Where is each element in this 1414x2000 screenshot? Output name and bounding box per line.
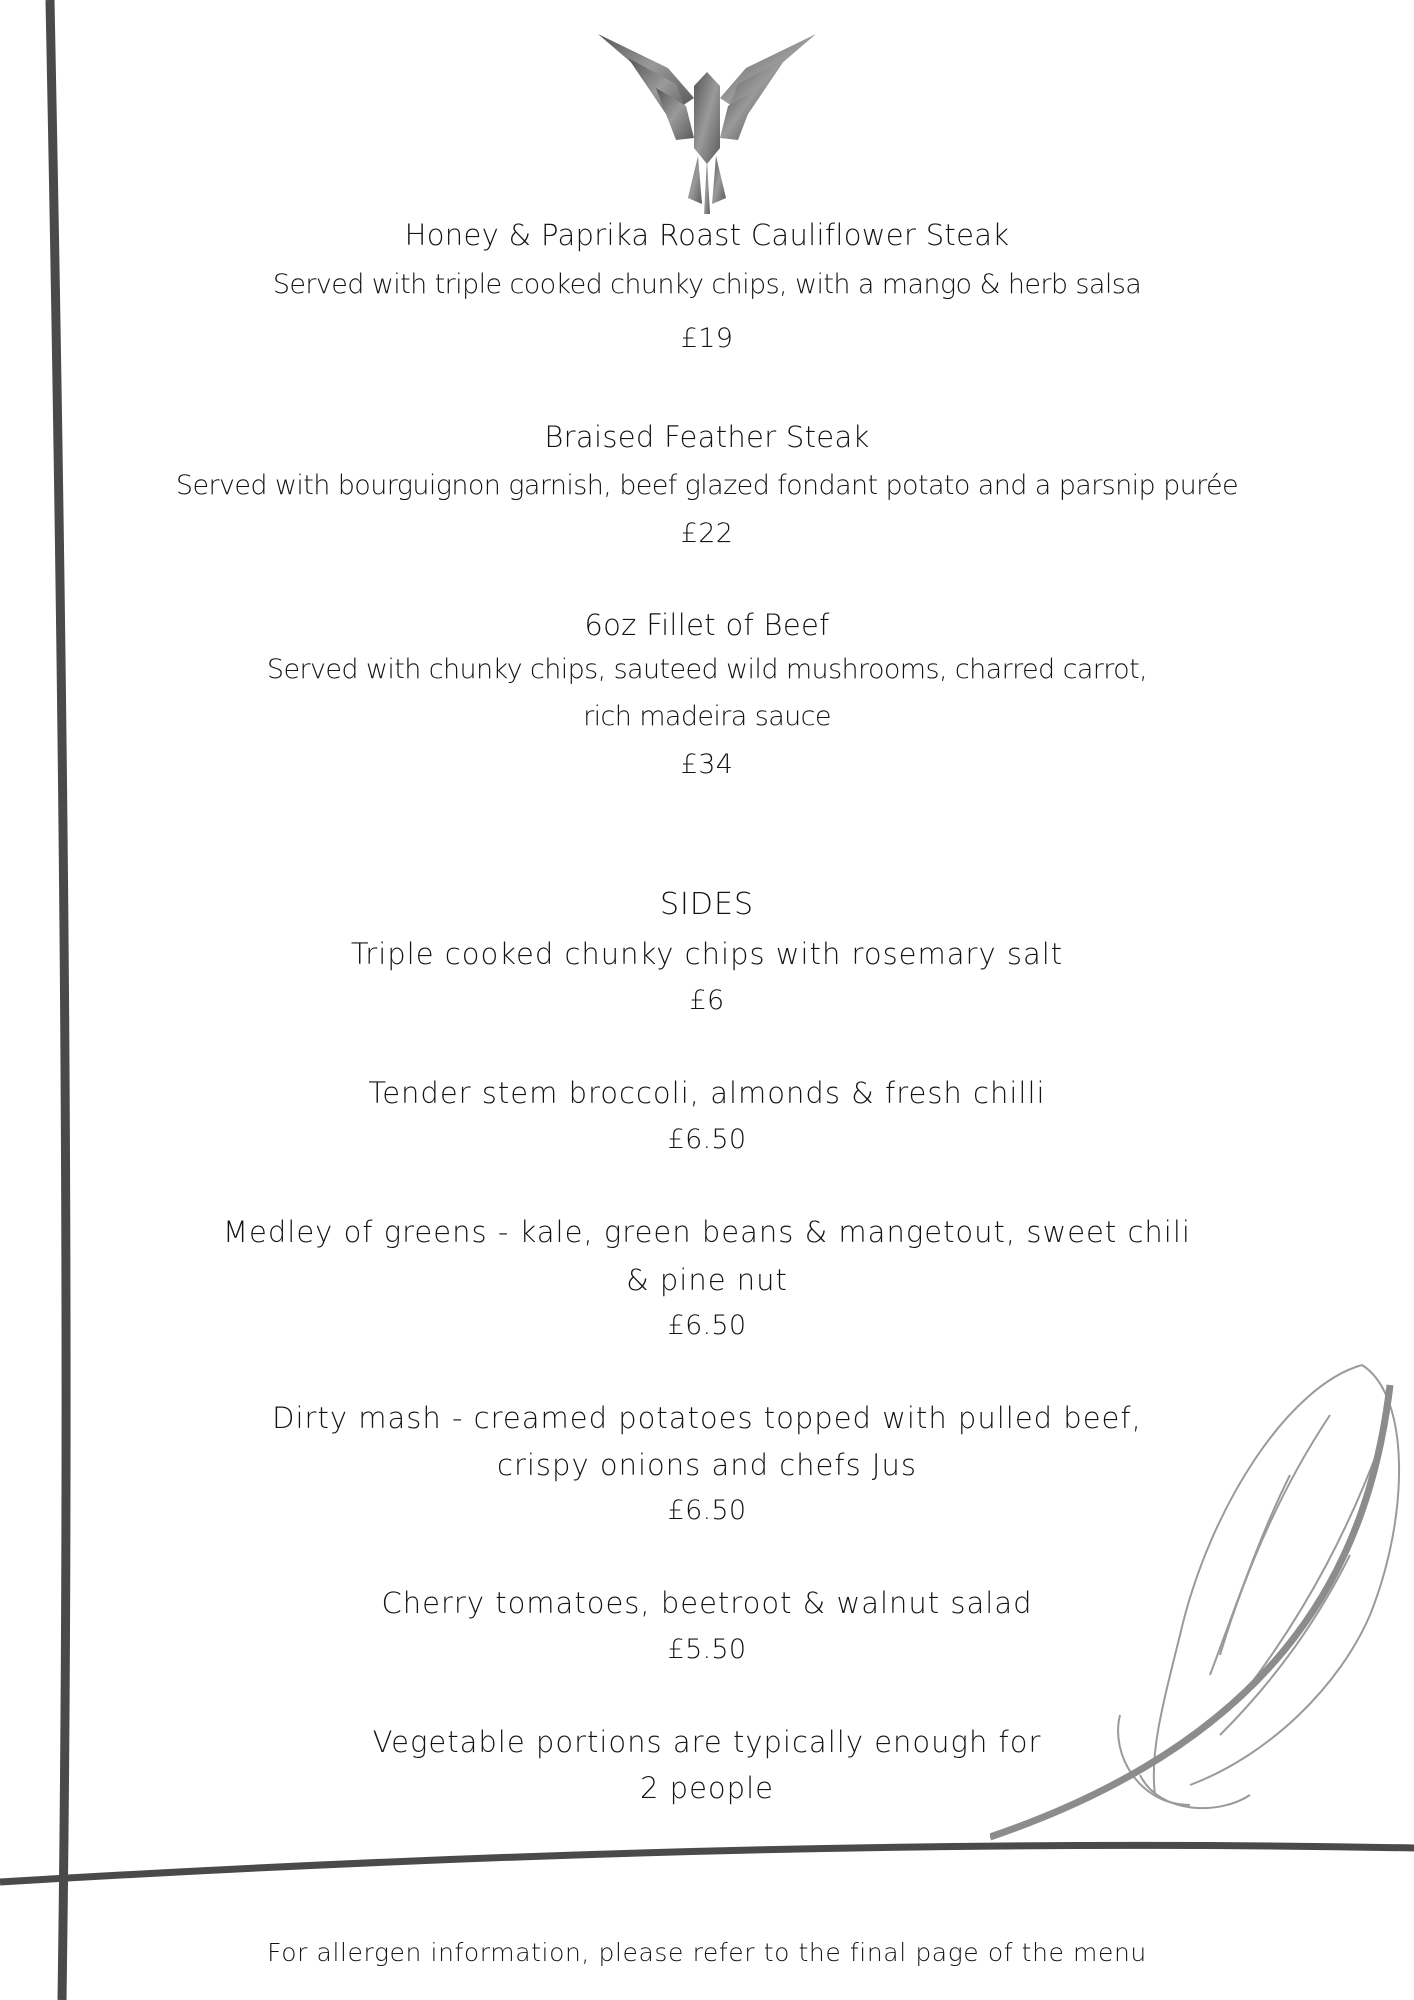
side-price: £6.50	[667, 1310, 747, 1341]
side-item: crispy onions and chefs Jus	[497, 1448, 917, 1482]
side-item: Cherry tomatoes, beetroot & walnut salad	[381, 1586, 1033, 1620]
portion-note: 2 people	[640, 1771, 774, 1805]
dish-title: 6oz Fillet of Beef	[584, 608, 830, 642]
sides-heading: SIDES	[660, 887, 754, 922]
allergen-footer: For allergen information, please refer to the final page of the menu	[267, 1938, 1147, 1967]
side-item: & pine nut	[626, 1263, 788, 1297]
side-price: £6.50	[667, 1495, 747, 1526]
eagle-logo-icon	[598, 28, 816, 214]
dish-price: £34	[680, 749, 734, 780]
portion-note: Vegetable portions are typically enough for	[372, 1725, 1042, 1759]
side-item: Triple cooked chunky chips with rosemary salt	[350, 937, 1064, 971]
side-item: Medley of greens - kale, green beans & mangetout, sweet chili	[223, 1215, 1191, 1249]
dish-description: Served with bourguignon garnish, beef glazed fondant potato and a parsnip purée	[175, 470, 1239, 501]
side-price: £5.50	[667, 1634, 747, 1665]
dish-title: Braised Feather Steak	[544, 420, 870, 454]
dish-title: Honey & Paprika Roast Cauliflower Steak	[404, 218, 1010, 252]
side-item: Dirty mash - creamed potatoes topped with pulled beef,	[272, 1401, 1142, 1435]
side-item: Tender stem broccoli, almonds & fresh chilli	[368, 1076, 1046, 1110]
dish-description: Served with chunky chips, sauteed wild mushrooms, charred carrot,	[266, 654, 1148, 685]
dish-price: £19	[680, 323, 734, 354]
dish-price: £22	[680, 518, 734, 549]
side-price: £6	[689, 985, 725, 1016]
side-price: £6.50	[667, 1124, 747, 1155]
dish-description: rich madeira sauce	[583, 701, 831, 732]
dish-description: Served with triple cooked chunky chips, with a mango & herb salsa	[272, 269, 1142, 300]
